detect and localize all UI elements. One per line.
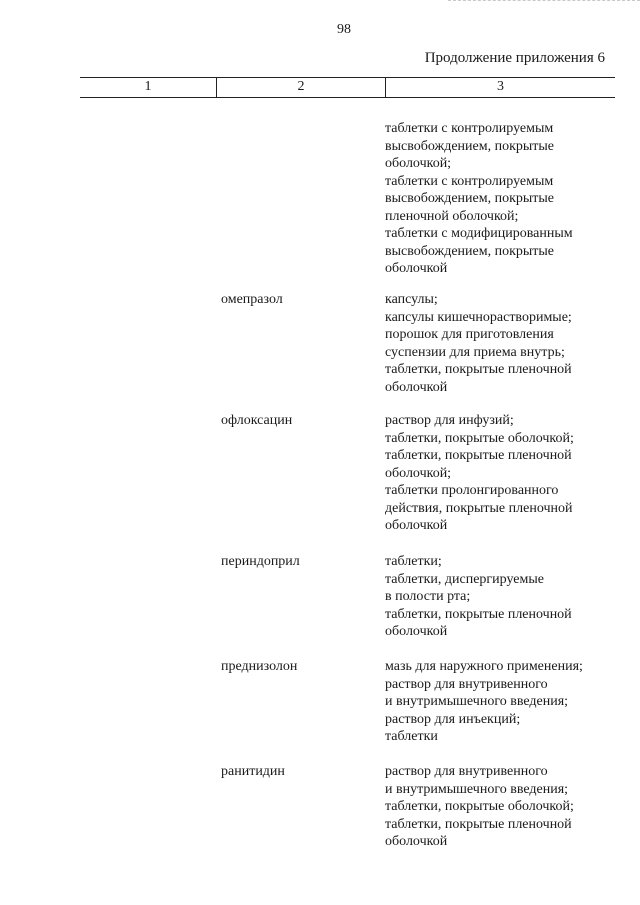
dosage-form-line: пленочной оболочкой; <box>385 208 519 224</box>
dosage-form-line: высвобождением, покрытые <box>385 138 555 154</box>
dosage-form-line: оболочкой <box>385 261 448 276</box>
table-header <box>80 77 615 98</box>
dosage-form-line: и внутримышечного введения; <box>385 781 569 797</box>
dosage-form-line: таблетки с модифицированным <box>385 226 573 241</box>
dosage-forms <box>385 658 583 746</box>
dosage-form-line: таблетки, покрытые оболочкой; <box>385 799 574 814</box>
dosage-form-line: таблетки с контролируемым <box>385 173 554 189</box>
dosage-form-line: раствор для внутривенного <box>385 676 548 692</box>
dosage-form-line: капсулы кишечнорастворимые; <box>385 309 572 325</box>
dosage-form-line: таблетки, покрытые пленочной <box>385 606 572 622</box>
dosage-form-line: оболочкой; <box>385 156 452 171</box>
dosage-forms <box>385 291 572 396</box>
dosage-form-line: в полости рта; <box>385 589 471 604</box>
dosage-form-line: раствор для инъекций; <box>385 711 521 727</box>
dosage-form-line: раствор для внутривенного <box>385 764 548 779</box>
dosage-forms <box>385 412 574 535</box>
dosage-form-line: оболочкой <box>385 834 448 849</box>
drug-name: омепразол <box>221 292 283 307</box>
dosage-form-line: таблетки <box>385 729 438 744</box>
dosage-form-line: мазь для наружного применения; <box>385 659 583 674</box>
dosage-form-line: оболочкой <box>385 379 448 395</box>
column-header-3: 3 <box>497 79 504 94</box>
dosage-form-line: таблетки с контролируемым <box>385 121 554 136</box>
column-header-1: 1 <box>80 78 217 97</box>
dosage-form-line: раствор для инфузий; <box>385 413 514 428</box>
dosage-forms <box>385 763 574 851</box>
drug-name: преднизолон <box>221 659 298 674</box>
dosage-form-line: высвобождением, покрытые <box>385 191 555 206</box>
drug-name: периндоприл <box>221 554 300 569</box>
scan-edge-mark <box>448 0 640 3</box>
dosage-forms <box>385 553 572 641</box>
dosage-form-line: порошок для приготовления <box>385 327 554 342</box>
appendix-continuation-label: Продолжение приложения 6 <box>424 50 605 66</box>
drug-name: ранитидин <box>221 764 285 779</box>
dosage-forms <box>385 120 573 278</box>
dosage-form-line: и внутримышечного введения; <box>385 694 569 709</box>
dosage-form-line: действия, покрытые пленочной <box>385 500 573 516</box>
dosage-form-line: суспензии для приема внутрь; <box>385 344 565 360</box>
dosage-form-line: капсулы; <box>385 292 438 307</box>
dosage-form-line: таблетки, покрытые пленочной <box>385 362 572 377</box>
dosage-form-line: таблетки пролонгированного <box>385 483 559 498</box>
dosage-form-line: оболочкой; <box>385 465 452 481</box>
dosage-form-line: таблетки, диспергируемые <box>385 571 544 587</box>
page-number: 98 <box>337 22 351 37</box>
dosage-form-line: оболочкой <box>385 624 448 639</box>
column-header-2: 2 <box>217 78 386 97</box>
dosage-form-line: высвобождением, покрытые <box>385 243 555 259</box>
dosage-form-line: таблетки; <box>385 554 442 569</box>
dosage-form-line: таблетки, покрытые оболочкой; <box>385 430 574 446</box>
dosage-form-line: таблетки, покрытые пленочной <box>385 448 572 463</box>
dosage-form-line: таблетки, покрытые пленочной <box>385 816 572 832</box>
drug-name: офлоксацин <box>221 413 293 428</box>
dosage-form-line: оболочкой <box>385 518 448 533</box>
